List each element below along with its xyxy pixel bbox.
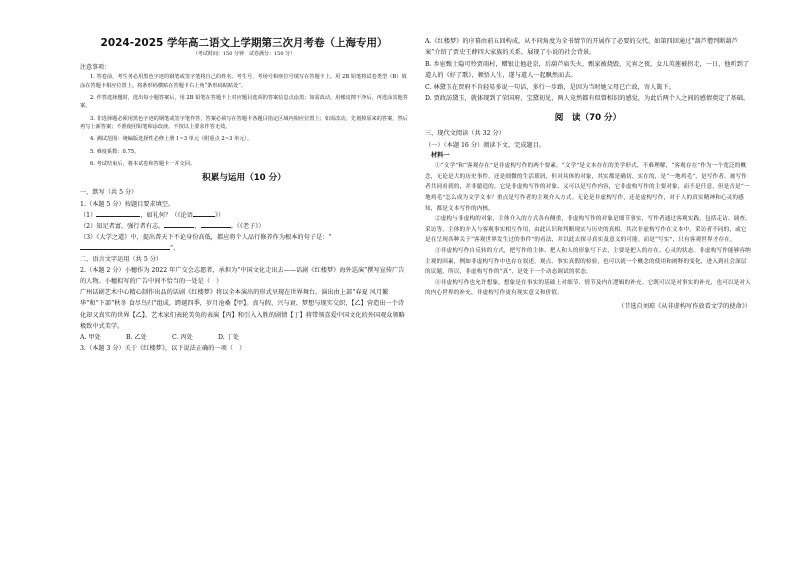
question-1-3: [80, 232, 408, 254]
q1-2-suffix: 。（《老子》）: [230, 222, 265, 230]
exam-meta: （考试时间：150 分钟 试卷满分：150 分）: [192, 51, 296, 57]
reading-paragraph: ④非虚构写作也允许想象，想象是在事实的基础上对细节、情节及内在逻辑的补充。它既可以是对事实的补充，也可以是对人的内心世界的补充，非虚构写作更有现实意义和价值。: [425, 279, 751, 297]
note-item: 4. 测试范围：统编版选择性必修上册 1~3 单元（附重点 2~3 单元）。: [90, 136, 253, 143]
material-label: 材料一: [431, 152, 450, 160]
right-column: [425, 36, 751, 552]
q1-1-prefix: （1）: [80, 211, 97, 219]
part-heading-modern-reading: 三、现代文阅读（共 32 分）: [425, 130, 505, 138]
reading-paragraph: ②虚构与非虚构的对象，主体介入的方式各有侧重，非虚构写作的对象是细节事实，写作者通过客观实践，包括走访、调查、采访等，主体的介入与客观事实相互作用，由此认识和判断现实与历史的真相。其次非虚构写作在文本中，采访者不同的，或它是在呈现各种关于“客观世界发生过的事件”的看法，并以此去探寻真实及意义的可能。而是“写实”，只有客观世界才存在。: [425, 216, 751, 244]
answer-blank[interactable]: [201, 222, 231, 228]
reading-paragraph: ③非虚构写作自反转的方式，把写作的主体、把人和人的形象写下去，主要是把人的存在、心灵的状态。非虚构写作能够容纳主观的因素，例如非虚构写作中也存在叙述，观点、事实真假的检验，也可以就一个概念的使用和阐释的变化，进入到社会深层的议题，所以，非虚构写作的“真”，是处于一个动态调试的状态。: [425, 248, 751, 276]
answer-blank[interactable]: [80, 244, 170, 250]
question-2-intro: 2.（本题 2 分）小穗作为 2022 年广交会志愿者，承担为“中国文化走出去——话剧《红楼梦》海外巡演”撰写宣传广告的人物。小穗拟写的广告中间不恰当的一处是（ ）: [80, 266, 405, 285]
part-heading-language: 二、语言文字运用（共 5 分）: [80, 255, 163, 263]
q1-2-sep: ，: [194, 222, 201, 230]
q1-3-suffix: ”。: [170, 245, 180, 253]
subsection-heading: （一）（本题 16 分）阅读下文，完成题目。: [425, 141, 546, 149]
exam-title: 2024-2025 学年高二语文上学期第三次月考卷（上海专用）: [100, 37, 388, 49]
question-1-2: [80, 221, 408, 232]
q1-1-text: ，如礼何？（《论语: [140, 211, 193, 219]
note-item: 1. 答卷前，考生务必用黑色字迹的钢笔或签字笔将自己的姓名、考生号、考场号和座位号填写在答题卡上。用 2B 铅笔将试卷类型（B）填涂在答题卡相应位置上。将条形码横贴在答题卡右上角“条形码粘贴处”。: [80, 74, 407, 89]
reading-paragraph: ①“文学”和“客观存在”是非虚构写作的两个要素。“文学”是文本存在的美学形式，不难理解，“客观存在”作为一个宽泛的概念，无论是大的历史事件，还是细微的生活琐屑，但对具体的对象，其实都是确切、实在的，是“一地鸡毛”，是写作者、被写作者共同看到的，并非臆造的。它是非虚构写作的对象、又可以是写作内容，它非虚构写作的主要对象，而不是任意，但是否是“一地鸡毛”怎么成为文学文本？重点是写作者的主观介入方式。无论是非虚构写作，还是虚构写作，对于人的真实精神和心灵的感知，都是文本写作的内核。: [425, 163, 750, 212]
option-c[interactable]: C. 丙处: [172, 333, 193, 341]
question-3-intro: 3.（本题 3 分）关于《红楼梦》，以下说法正确的一项（ ）: [80, 344, 246, 352]
question-1: 1.（本题 5 分）按题目要求填空。: [80, 200, 175, 208]
note-item: 2. 作答选择题时，选出每小题答案后，用 2B 铅笔在答题卡上对应题目选项的答案信息点涂黑；如需改动，用橡皮擦干净后，再选涂其他答案。: [80, 94, 408, 110]
question-1-1: [80, 210, 408, 221]
section-title-accumulation: 积累与运用（10 分）: [202, 173, 286, 184]
q1-3-text: （3）《大学之道》中，提出普天下不论身份高低，都应将个人品行修养作为根本的句子是：“: [80, 234, 332, 242]
answer-blank[interactable]: [193, 211, 215, 217]
note-item: 5. 难度系数：0.75。: [90, 148, 140, 155]
option-b[interactable]: B. 乙处: [126, 333, 147, 341]
option-d[interactable]: D. 丁处: [218, 333, 240, 341]
note-item: 3. 非选择题必须用黑色字迹的钢笔或签字笔作答，答案必须写在答题卡各题目指定区域内相应位置上；如需改动，先划掉原来的答案，然后再写上新答案；不准使用铅笔和涂改液。不按以上要求作答无效。: [80, 115, 408, 131]
q3-option-b[interactable]: B. 乡宦甄士隐可怜贾雨村，赠银让他赴京，后葫芦庙失火，甄家被烧毁，元宵之夜，女儿英莲被拐走，一日，他听到了道人的《好了歌》，顿悟人生，遂与道人一起飘然而去。: [425, 60, 750, 80]
q1-1-suffix: 》）: [214, 211, 225, 219]
q3-option-d[interactable]: D. 贾政訪黛玉，就体现到了荣国府，宝黛初见，两人竟然都有似曾相识的感觉，为此后两个人之间的感情奠定了基础。: [425, 95, 750, 103]
note-item: 6. 考试结束后，将本试卷和答题卡一并交回。: [90, 160, 196, 167]
notes-heading: 注意事项：: [80, 64, 111, 71]
source-citation: （节选自刘琼《从非虚构写作放看文学的使命》）: [617, 302, 751, 310]
section-title-reading: 阅 读（70 分）: [554, 113, 622, 124]
question-2-body: 广州话剧艺术中心精心制作出品的话剧《红楼梦》将以全本演出的形式呈现在世界舞台。演出由上部“春夏 风月繁华”和“下部”秋冬 食尽鸟归”组成，跨越四季，岁月沧桑【甲】。真与假、兴与衰、梦想与现实交织，【乙】营造出一个诗化却又真实的世界【乙】。艺术家们表轮美奂的表演【丙】和引入入胜的剧情【丁】将带领喜爱中国文化的外国观众领略极致中式美学。: [80, 289, 405, 330]
q1-2-text: （2）知足者富，强行者有志。: [80, 222, 165, 230]
option-a[interactable]: A. 甲处: [80, 333, 101, 341]
answer-blank[interactable]: [164, 222, 194, 228]
part-heading-dictation: 一、默写（共 5 分）: [80, 189, 138, 197]
question-2-options: [80, 332, 408, 343]
left-column: [80, 36, 408, 552]
q3-option-a[interactable]: A.《红楼梦》的序幕由前五回构成，从不同角度为全书情节的开展作了必要的交代，如第四回通过“葫芦僧判断葫芦案”介绍了贾史王薛四大家族的关系，展现了小说的社会背景。: [425, 38, 738, 57]
q3-option-c[interactable]: C. 林黛玉在贾府不肯轻易多说一句话，多行一步路，是因为当时她父母已亡故，寄人篱下。: [425, 83, 675, 91]
answer-blank[interactable]: [96, 211, 140, 217]
